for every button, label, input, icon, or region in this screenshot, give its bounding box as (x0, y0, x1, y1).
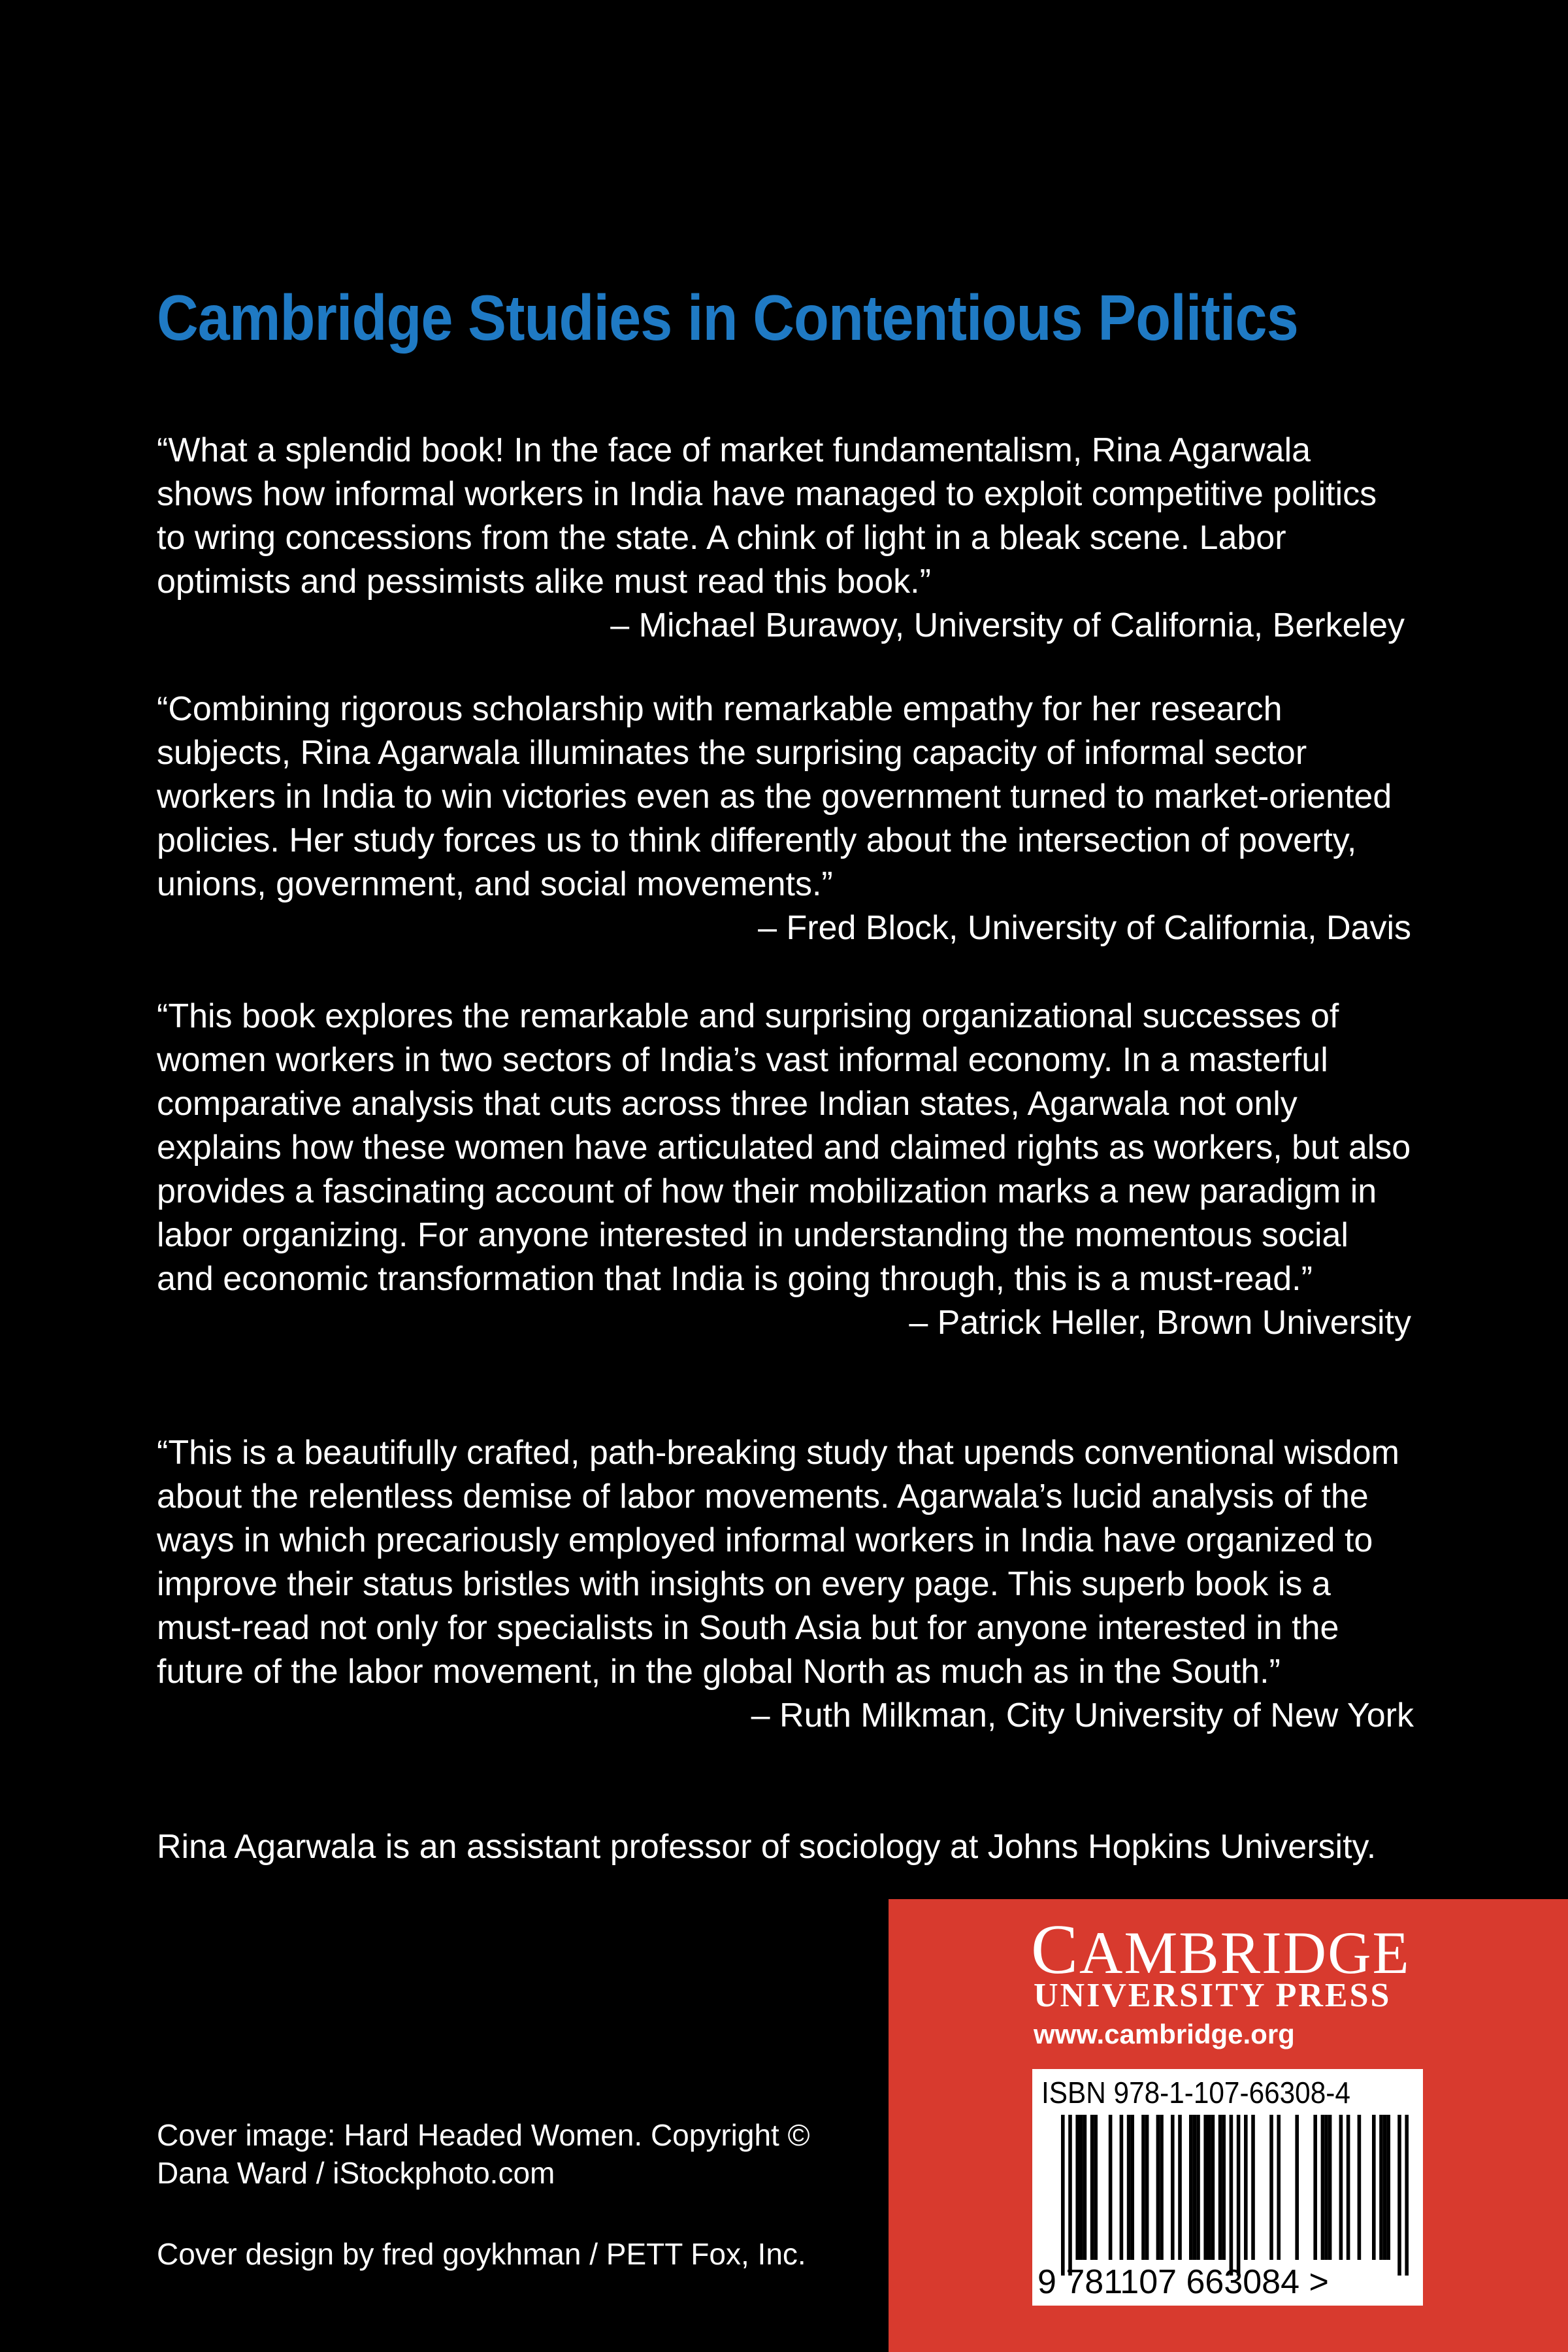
barcode-bar (1090, 2115, 1094, 2260)
blurb-quote: “What a splendid book! In the face of market fundamentalism, Rina Agarwala shows how informal workers in India have managed to exploit competitive politics to wring concessions from the state. A chink of light in a bleak scene. Labor optimists and pessimists alike must read this book.” (157, 431, 1377, 601)
blurb-attribution: – Ruth Milkman, City University of New York (751, 1697, 1414, 1734)
barcode-bar (1277, 2115, 1281, 2260)
isbn-label: ISBN 978-1-107-66308-4 (1041, 2076, 1350, 2110)
barcode-bar (1358, 2115, 1362, 2260)
barcode-bar (1094, 2115, 1098, 2260)
isbn-barcode (1032, 2069, 1423, 2306)
barcode-bar (1222, 2115, 1226, 2260)
barcode-bar (1130, 2115, 1134, 2260)
barcode-bar (1269, 2115, 1273, 2260)
barcode-bar (1386, 2115, 1390, 2260)
barcode-bar (1171, 2115, 1175, 2260)
author-bio: Rina Agarwala is an assistant professor of sociology at Johns Hopkins University. (157, 1828, 1377, 1866)
blurb-quote: “Combining rigorous scholarship with remarkable empathy for her research subjects, Rina Agarwala illuminates the surprising capacity of informal sector workers in India to win victories even as the government turned to market-oriented policies. Her study forces us to think differently about the intersection of poverty, unions, government, and social movements.” (157, 690, 1392, 903)
barcode-bar (1120, 2115, 1124, 2260)
blurb-attribution: – Patrick Heller, Brown University (909, 1304, 1411, 1342)
blurb-attribution: – Fred Block, University of California, Davis (758, 909, 1411, 947)
barcode-bar (1068, 2115, 1072, 2276)
barcode-bar (1127, 2115, 1131, 2260)
blurb-milkman (157, 1431, 1414, 1738)
barcode-bar (1328, 2115, 1332, 2260)
cover-image-credit: Cover image: Hard Headed Women. Copyright © Dana Ward / iStockphoto.com (157, 2118, 810, 2190)
barcode-bar (1141, 2115, 1145, 2260)
barcode-bar (1189, 2115, 1193, 2260)
barcode-bar (1405, 2115, 1409, 2276)
barcode-bar (1203, 2115, 1207, 2260)
barcode-bar (1196, 2115, 1200, 2260)
blurb-heller (157, 995, 1411, 1345)
barcode-bar (1237, 2115, 1241, 2276)
publisher-url[interactable]: www.cambridge.org (1034, 2019, 1295, 2049)
barcode-bar (1230, 2115, 1233, 2276)
cover-design-credit: Cover design by fred goykhman / PETT Fox, Inc. (157, 2237, 806, 2271)
publisher-name-rest: AMBRIDGE (1079, 1919, 1411, 1986)
publisher-panel (889, 1899, 1568, 2352)
barcode-bar (1207, 2115, 1211, 2260)
barcode-bar (1061, 2115, 1065, 2276)
blurb-attribution: – Michael Burawoy, University of California, Berkeley (610, 606, 1405, 644)
blurb-quote: “This is a beautifully crafted, path-breaking study that upends conventional wisdom about the relentless demise of labor movements. Agarwala’s lucid analysis of the ways in which precariously employed informal workers in India have organized to improve their status bristles with insights on every page. This superb book is a must-read not only for specialists in South Asia but for anyone interested in the future of the labor movement, in the global North as much as in the South.” (157, 1434, 1399, 1691)
blurb-quote: “This book explores the remarkable and surprising organizational successes of women workers in two sectors of India’s vast informal economy. In a masterful comparative analysis that cuts across three Indian states, Agarwala not only explains how these women have articulated and claimed rights as workers, but also provides a fascinating account of how their mobilization marks a new paradigm in labor organizing. For anyone interested in understanding the momentous social and economic transformation that India is going through, this is a must-read.” (157, 997, 1411, 1298)
barcode-bar (1295, 2115, 1299, 2260)
publisher-subtitle: UNIVERSITY PRESS (1034, 1977, 1392, 2014)
barcode-bar (1079, 2115, 1083, 2260)
barcode-bar (1339, 2115, 1343, 2260)
barcode-bar (1347, 2115, 1350, 2260)
barcode-bar (1251, 2115, 1255, 2260)
barcode-bar (1193, 2115, 1197, 2260)
barcode-bar (1211, 2115, 1215, 2260)
barcode-bar (1321, 2115, 1325, 2260)
ean-digits: 9 781107 663084 > (1037, 2263, 1329, 2301)
blurb-burawoy (157, 429, 1405, 648)
barcode-bar (1379, 2115, 1383, 2260)
barcode-bar (1324, 2115, 1328, 2260)
barcode-bar (1109, 2115, 1113, 2260)
barcode-bar (1160, 2115, 1164, 2260)
publisher-initial: C (1031, 1911, 1080, 1989)
barcode-bar (1083, 2115, 1087, 2260)
barcode-bar (1178, 2115, 1182, 2260)
publisher-logo-name (1031, 1911, 1411, 1989)
barcode-bar (1075, 2115, 1079, 2260)
barcode-bar (1244, 2115, 1248, 2260)
series-title: Cambridge Studies in Contentious Politics (157, 282, 1298, 354)
barcode-bar (1156, 2115, 1160, 2260)
barcode-bar (1218, 2115, 1222, 2260)
barcode-bar (1372, 2115, 1376, 2260)
barcode-bar (1145, 2115, 1149, 2260)
barcode-bar (1383, 2115, 1387, 2260)
barcode-bar (1397, 2115, 1401, 2276)
blurb-block (157, 687, 1411, 950)
barcode-bar (1313, 2115, 1317, 2260)
